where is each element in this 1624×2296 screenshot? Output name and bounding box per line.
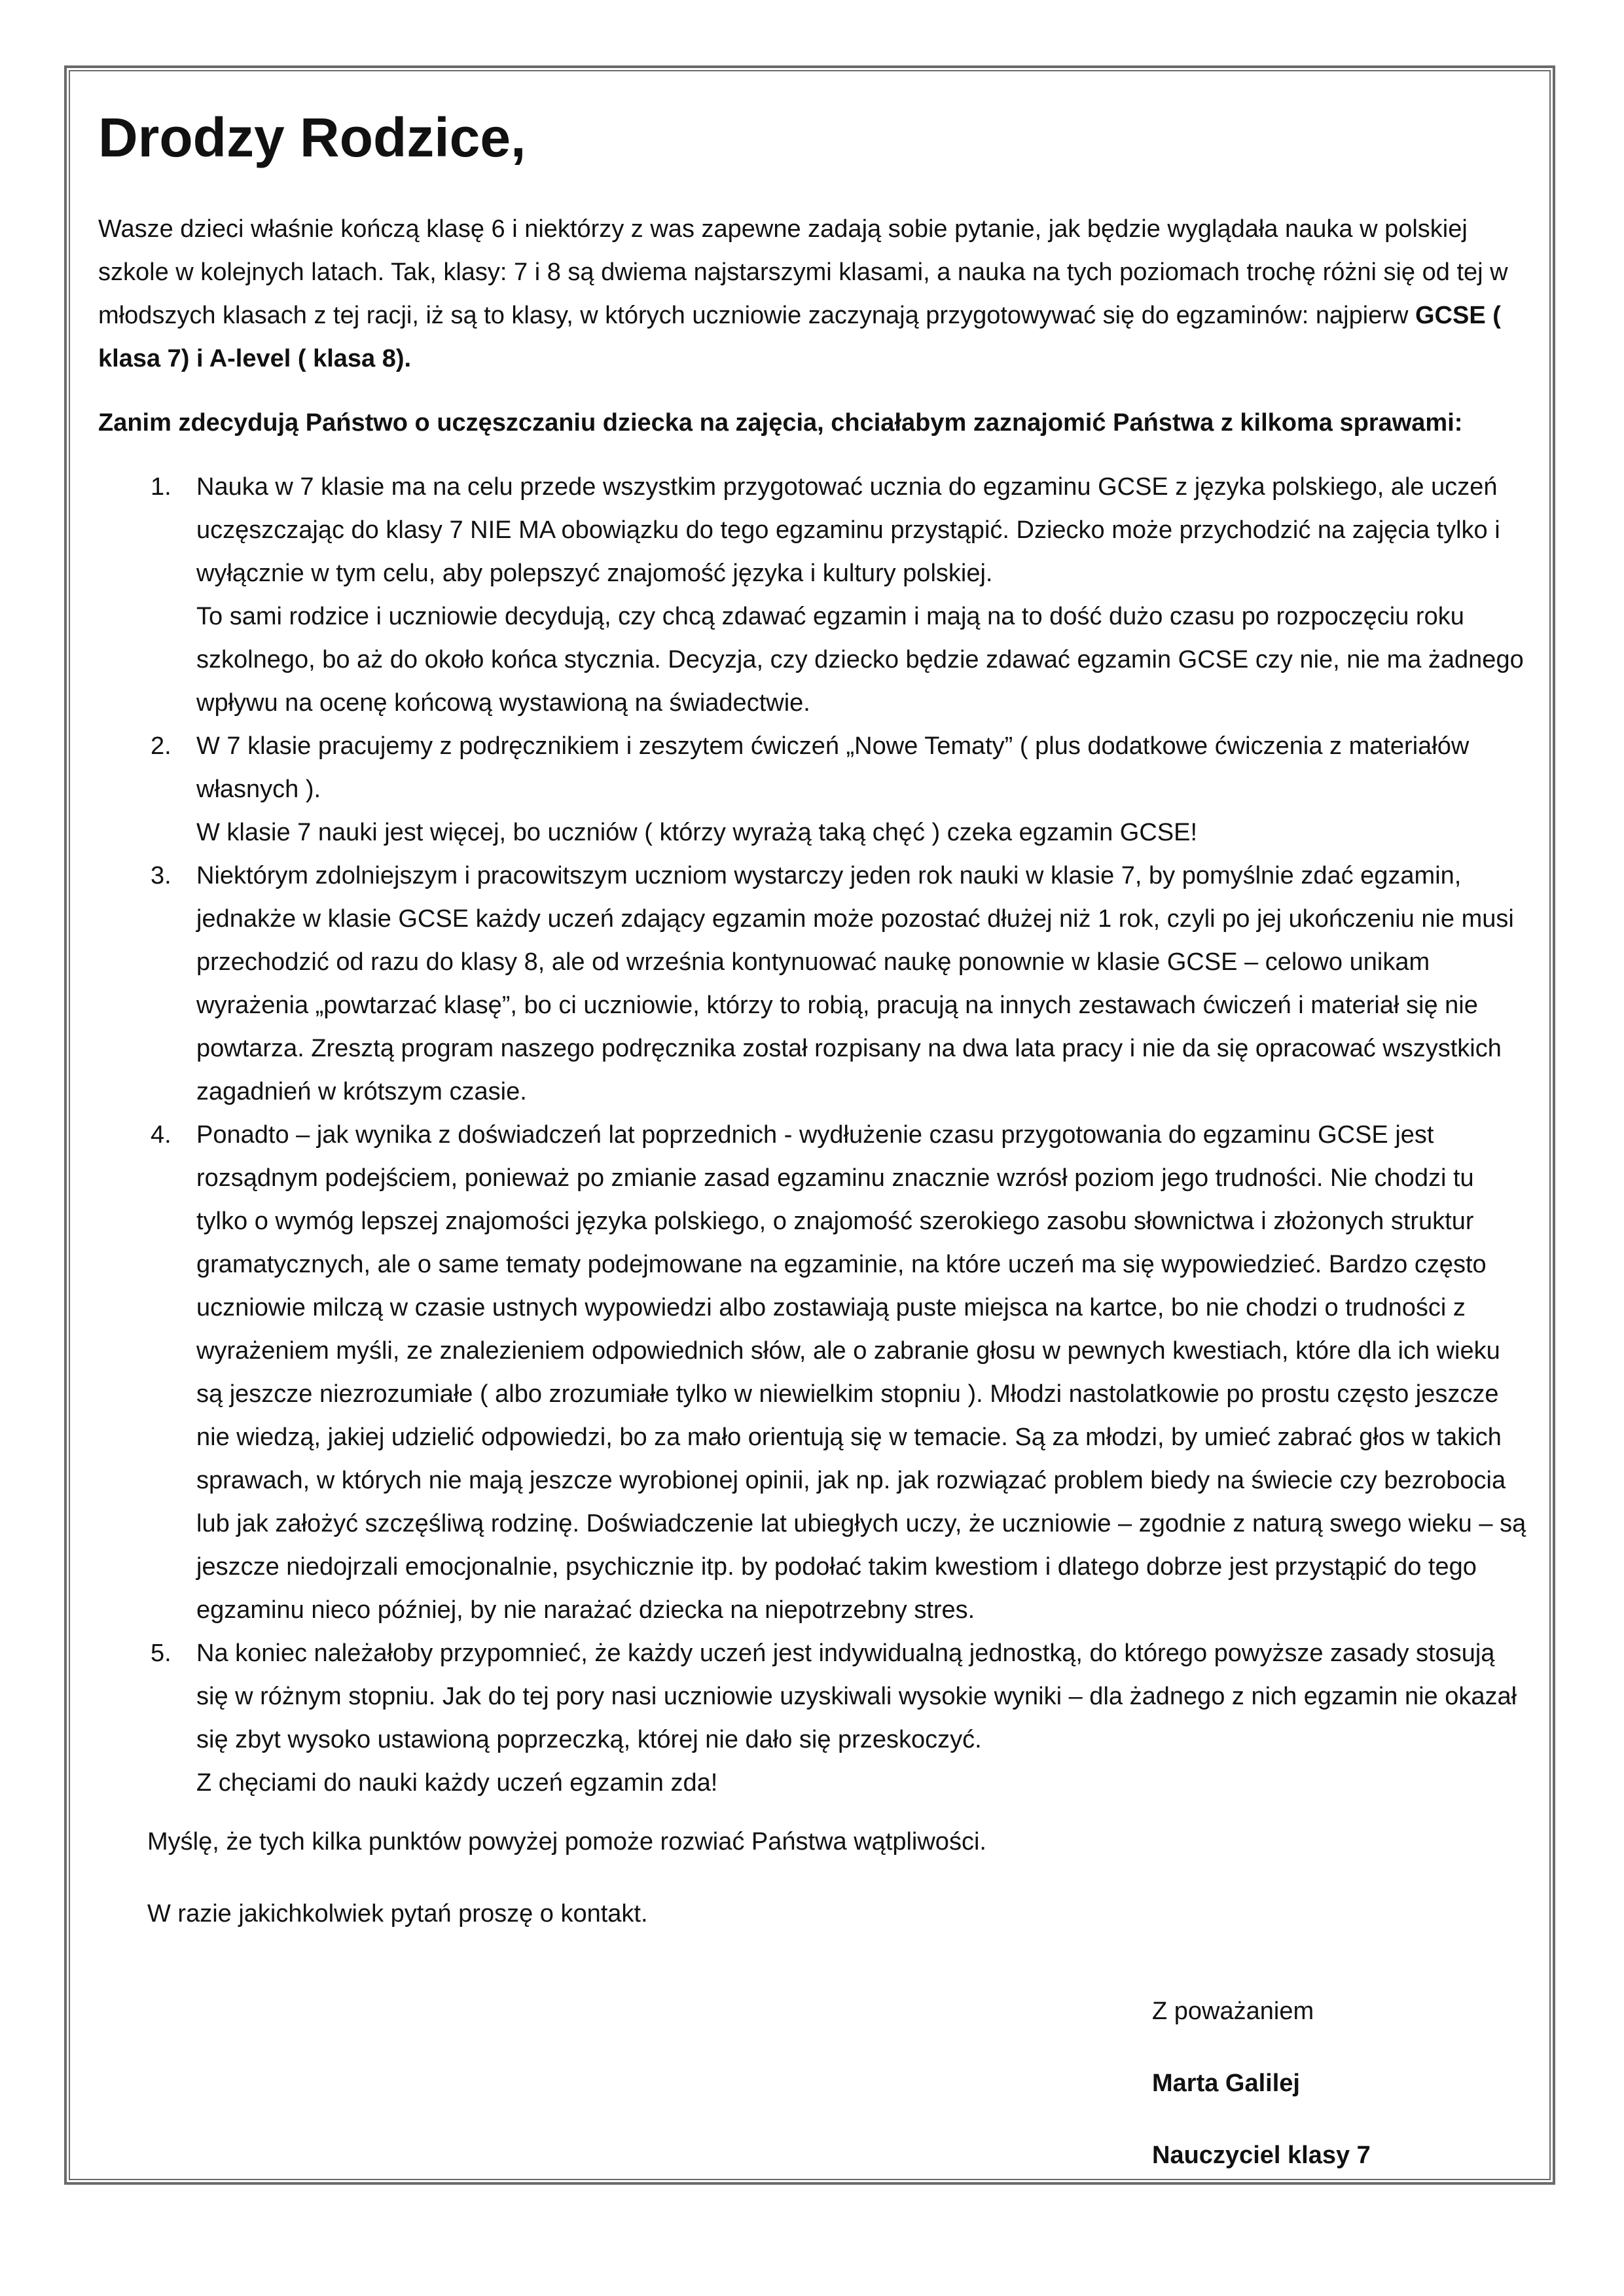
lead-paragraph: Zanim zdecydują Państwo o uczęszczaniu dziecka na zajęcia, chciałabym zaznajomić Państwa z kilkoma sprawami: [98, 408, 1463, 437]
points-list [98, 465, 1532, 1804]
item-paragraph: Nauka w 7 klasie ma na celu przede wszystkim przygotować ucznia do egzaminu GCSE z języka polskiego, ale uczeń uczęszczając do klasy 7 NIE MA obowiązku do tego egzaminu przystąpić. Dziecko może przychodzić na zajęcia tylko i wyłącznie w tym celu, aby polepszyć znajomość języka i kultury polskiej. [196, 473, 1500, 587]
letter-body [98, 105, 1532, 1964]
signature-block [1152, 1990, 1479, 2206]
list-item [98, 465, 1532, 725]
item-paragraph: Niektórym zdolniejszym i pracowitszym uczniom wystarczy jeden rok nauki w klasie 7, by pomyślnie zdać egzamin, jednakże w klasie GCSE każdy uczeń zdający egzamin może pozostać dłużej niż 1 rok, czyli po jej ukończeniu nie musi przechodzić od razu do klasy 8, ale od września kontynuować naukę ponownie w klasie GCSE – celowo unikam wyrażenia „powtarzać klasę”, bo ci uczniowie, którzy to robią, pracują na innych zestawach ćwiczeń i materiał się nie powtarza. Zresztą program naszego podręcznika został rozpisany na dwa lata pracy i nie da się opracować wszystkich zagadnień w krótszym czasie. [196, 861, 1514, 1105]
letter-greeting: Drodzy Rodzice, [98, 107, 526, 168]
intro-paragraph [98, 207, 1532, 380]
item-paragraph: W 7 klasie pracujemy z podręcznikiem i zeszytem ćwiczeń „Nowe Tematy” ( plus dodatkowe ćwiczenia z materiałów własnych ). [196, 732, 1470, 803]
list-item [98, 725, 1532, 854]
item-paragraph: Ponadto – jak wynika z doświadczeń lat poprzednich - wydłużenie czasu przygotowania do egzaminu GCSE jest rozsądnym podejściem, ponieważ po zmianie zasad egzaminu znacznie wzrósł poziom jego trudności. Nie chodzi tu tylko o wymóg lepszej znajomości języka polskiego, o znajomość szerokiego zasobu słownictwa i złożonych struktur gramatycznych, ale o same tematy podejmowane na egzaminie, na które uczeń ma się wypowiedzieć. Bardzo często uczniowie milczą w czasie ustnych wypowiedzi albo zostawiają puste miejsca na kartce, bo nie chodzi o trudności z wyrażeniem myśli, ze znalezieniem odpowiednich słów, ale o zabranie głosu w pewnych kwestiach, które dla ich wieku są jeszcze niezrozumiałe ( albo zrozumiałe tylko w niewielkim stopniu ). Młodzi nastolatkowie po prostu często jeszcze nie wiedzą, jakiej udzielić odpowiedzi, bo za mało orientują się w temacie. Są za młodzi, by umieć zabrać głos w takich sprawach, w których nie mają jeszcze wyrobionej opinii, jak np. jak rozwiązać problem biedy na świecie czy bezrobocia lub jak założyć szczęśliwą rodzinę. Doświadczenie lat ubiegłych uczy, że uczniowie – zgodnie z naturą swego wieku – są jeszcze niedojrzali emocjonalnie, psychicznie itp. by podołać takim kwestiom i dlatego dobrze jest przystąpić do tego egzaminu nieco później, by nie narażać dziecka na niepotrzebny stres. [196, 1121, 1526, 1624]
intro-text: Wasze dzieci właśnie kończą klasę 6 i niektórzy z was zapewne zadają sobie pytanie, jak będzie wyglądała nauka w polskiej szkole w kolejnych latach. Tak, klasy: 7 i 8 są dwiema najstarszymi klasami, a nauka na tych poziomach trochę różni się od tej w młodszych klasach z tej racji, iż są to klasy, w których uczniowie zaczynają przygotowywać się do egzaminów: najpierw [98, 215, 1508, 329]
item-number: 2. [151, 732, 171, 760]
item-number: 4. [151, 1121, 171, 1149]
signoff: Z poważaniem [1152, 1998, 1314, 2025]
item-number: 3. [151, 861, 171, 889]
item-paragraph: To sami rodzice i uczniowie decydują, czy chcą zdawać egzamin i mają na to dość dużo czasu po rozpoczęciu roku szkolnego, bo aż do około końca stycznia. Decyzja, czy dziecko będzie zdawać egzamin GCSE czy nie, nie ma żadnego wpływu na ocenę końcową wystawioną na świadectwie. [196, 602, 1524, 717]
item-paragraph: Z chęciami do nauki każdy uczeń egzamin zda! [196, 1768, 718, 1797]
intro-bold-text: GCSE ( klasa 7) i A-level ( klasa 8). [98, 301, 1501, 372]
list-item [98, 1632, 1532, 1804]
item-paragraph: Na koniec należałoby przypomnieć, że każdy uczeń jest indywidualną jednostką, do którego powyższe zasady stosują się w różnym stopniu. Jak do tej pory nasi uczniowie uzyskiwali wysokie wyniki – dla żadnego z nich egzamin nie okazał się zbyt wysoko ustawioną poprzeczką, której nie dało się przeskoczyć. [196, 1639, 1517, 1753]
item-paragraph: W klasie 7 nauki jest więcej, bo uczniów ( którzy wyrażą taką chęć ) czeka egzamin GCSE! [196, 818, 1198, 846]
closing-line-1: Myślę, że tych kilka punktów powyżej pomoże rozwiać Państwa wątpliwości. [147, 1827, 986, 1856]
item-number: 1. [151, 473, 171, 501]
signer-role: Nauczyciel klasy 7 [1152, 2142, 1371, 2169]
item-number: 5. [151, 1639, 171, 1667]
list-item [98, 1113, 1532, 1632]
signer-name: Marta Galilej [1152, 2070, 1300, 2097]
list-item [98, 854, 1532, 1113]
closing-line-2: W razie jakichkolwiek pytań proszę o kontakt. [147, 1899, 648, 1928]
